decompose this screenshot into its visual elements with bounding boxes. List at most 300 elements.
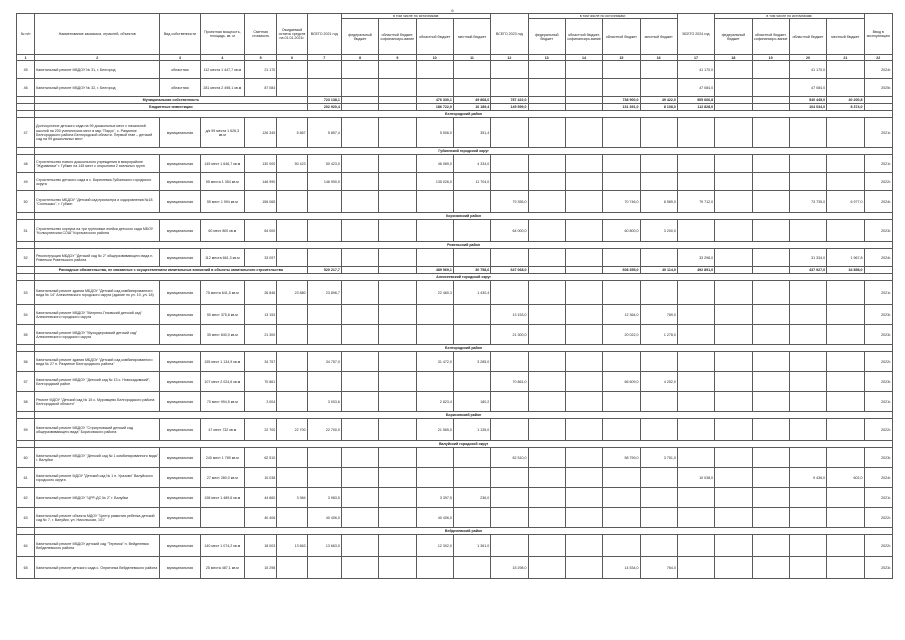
value-c15: 14 534,0 [603, 557, 640, 579]
header-fed: федеральный бюджет [715, 19, 752, 55]
value-c20 [789, 372, 826, 392]
value-c20 [789, 352, 826, 372]
summary-title: Муниципальная собственность [35, 97, 307, 104]
value-c7 [307, 448, 341, 468]
value-c12: 70 861,0 [491, 372, 528, 392]
row-number: 61 [17, 468, 35, 488]
value-c20 [789, 448, 826, 468]
capacity: 55 мест 1 994 кв.м [200, 191, 244, 213]
value-c10 [416, 468, 453, 488]
section-row [17, 242, 893, 249]
value-c12 [491, 352, 528, 372]
value-c16: 764,0 [640, 557, 677, 579]
capacity: 281 места 2 498,1 кв.м [200, 79, 244, 97]
section-title: Корочанский район [35, 213, 893, 220]
summary-title: Расходные обязательства, не связанные с осуществлением капитальных вложений в объекты капитального строительства [35, 267, 307, 274]
value-c18 [715, 488, 752, 508]
value-c19 [752, 325, 789, 345]
value-c21 [827, 448, 864, 468]
table-row [17, 508, 893, 528]
summary-value-c21: 8 374,0 [827, 104, 864, 111]
value-c21 [827, 155, 864, 173]
header-capacity: Проектная мощность, площадь, кв. м [200, 14, 244, 55]
object-name: Капитальный ремонт МБДОУ "Детский сад № 13 с. Новосадовский", Белгородский район [35, 372, 160, 392]
value-c16 [640, 118, 677, 148]
summary-num-cell [17, 267, 35, 274]
summary-value-c7: 520 217,7 [307, 267, 341, 274]
value-c13 [528, 488, 565, 508]
value-cost: 13 153 [245, 305, 277, 325]
value-c9 [379, 325, 416, 345]
value-cost: 21 170 [245, 61, 277, 79]
header-obl: областной бюджет [603, 19, 640, 55]
value-c21 [827, 535, 864, 557]
row-number: 64 [17, 535, 35, 557]
summary-value-c13 [528, 97, 565, 104]
header-sources-2024: в том числе по источникам: [715, 14, 864, 19]
value-c9 [379, 488, 416, 508]
value-bal [277, 220, 307, 242]
value-cost: 62 510 [245, 448, 277, 468]
value-c17: 41 170,0 [677, 61, 714, 79]
table-row [17, 557, 893, 579]
row-number: 46 [17, 79, 35, 97]
commissioning-year: 2025г. [864, 79, 892, 97]
value-c17 [677, 305, 714, 325]
ownership-type: муниципальная [160, 191, 200, 213]
value-c18 [715, 325, 752, 345]
value-c15: 60 800,0 [603, 220, 640, 242]
value-c10: 21 565,0 [416, 419, 453, 441]
value-bal [277, 305, 307, 325]
value-c17 [677, 372, 714, 392]
object-name: Долгосрочное детского сада на 99 дошкольных мест с начальной школой на 200 ученических мест в мкр."Парус", с. Разумное Белгородского района Белгородской области. Первый этап – детский сад на 99 дошкольных мест [35, 118, 160, 148]
section-num-cell [17, 345, 35, 352]
value-cost: 10 038 [245, 468, 277, 488]
column-index-cell: 13 [528, 55, 565, 61]
value-c13 [528, 448, 565, 468]
value-c10 [416, 79, 453, 97]
value-c11: 180,2 [453, 392, 490, 412]
value-c8 [341, 305, 378, 325]
value-c14 [565, 305, 602, 325]
value-c7: 3 983,5 [307, 488, 341, 508]
value-c7 [307, 220, 341, 242]
object-name: Строительство корпуса на три групповые ячейки детского сада МБОУ "Кольчугинская СОШ" Корочанского района [35, 220, 160, 242]
header-name: Наименование заказчика, отраслей, объектов [35, 14, 160, 55]
value-c11: 1 430,4 [453, 281, 490, 305]
value-bal: 22 700 [277, 419, 307, 441]
summary-value-c20: 540 445,0 [789, 97, 826, 104]
value-c21 [827, 61, 864, 79]
value-c12 [491, 488, 528, 508]
column-index-cell: 21 [827, 55, 864, 61]
value-c10: 22 460,3 [416, 281, 453, 305]
column-index-cell: 9 [379, 55, 416, 61]
commissioning-year: 2023г. [864, 448, 892, 468]
summary-value-c7: 723 138,1 [307, 97, 341, 104]
section-num-cell [17, 111, 35, 118]
value-c15: 20 022,0 [603, 325, 640, 345]
summary-value-c12: 787 422,0 [491, 97, 528, 104]
section-title: Губкинский городской округ [35, 148, 893, 155]
value-bal [277, 352, 307, 372]
value-c8 [341, 173, 378, 191]
summary-value-c13 [528, 267, 565, 274]
value-c19 [752, 419, 789, 441]
value-c10 [416, 220, 453, 242]
value-c13 [528, 305, 565, 325]
ownership-type: муниципальная [160, 220, 200, 242]
commissioning-year: 2023г. [864, 325, 892, 345]
value-c14 [565, 61, 602, 79]
value-c10 [416, 61, 453, 79]
value-c14 [565, 118, 602, 148]
section-title: Валуйский городской округ [35, 441, 893, 448]
summary-value-c10: 489 569,1 [416, 267, 453, 274]
object-name: Капитальный ремонт МБДОУ № 31, г. Белгород [35, 61, 160, 79]
value-c13 [528, 392, 565, 412]
value-c15 [603, 249, 640, 267]
value-c10: 40 406,0 [416, 508, 453, 528]
value-c8 [341, 372, 378, 392]
section-num-cell [17, 528, 35, 535]
column-index-cell: 14 [565, 55, 602, 61]
value-c15 [603, 392, 640, 412]
value-c12: 13 153,0 [491, 305, 528, 325]
header-sources-2021: в том числе по источникам: [341, 14, 490, 19]
header-obl: областной бюджет [789, 19, 826, 55]
value-c11: 1 361,0 [453, 535, 490, 557]
column-index-cell: 1 [17, 55, 35, 61]
value-c9 [379, 419, 416, 441]
value-c13 [528, 79, 565, 97]
value-c18 [715, 155, 752, 173]
value-c18 [715, 220, 752, 242]
value-c21 [827, 557, 864, 579]
table-row [17, 372, 893, 392]
value-c17 [677, 281, 714, 305]
header-total-2023: ВСЕГО 2023 год [491, 14, 528, 55]
value-c16 [640, 249, 677, 267]
summary-value-c20: 104 034,0 [789, 104, 826, 111]
header-obl-cofin: областной бюджет, софинансиро-вание [379, 19, 416, 55]
value-c20 [789, 281, 826, 305]
value-c19 [752, 468, 789, 488]
budget-table [16, 13, 893, 579]
value-c19 [752, 173, 789, 191]
row-number: 53 [17, 281, 35, 305]
commissioning-year: 2021г. [864, 392, 892, 412]
summary-value-c16: 8 108,0 [640, 104, 677, 111]
value-c12 [491, 249, 528, 267]
value-c10: 3 397,5 [416, 488, 453, 508]
capacity: 198 мест 1 489,6 кв.м [200, 488, 244, 508]
summary-value-c19 [752, 97, 789, 104]
capacity: 140 мест 1 074,2 кв.м [200, 535, 244, 557]
row-number: 51 [17, 220, 35, 242]
value-c10: 135 026,0 [416, 173, 453, 191]
header-total-2021: ВСЕГО 2021 год [307, 14, 341, 55]
value-cost: 87 084 [245, 79, 277, 97]
value-bal [277, 392, 307, 412]
commissioning-year: 2022г. [864, 352, 892, 372]
value-cost: 126 349 [245, 118, 277, 148]
table-row [17, 79, 893, 97]
table-row [17, 191, 893, 213]
value-c18 [715, 118, 752, 148]
value-c7: 40 406,0 [307, 508, 341, 528]
header-fed: федеральный бюджет [528, 19, 565, 55]
value-c14 [565, 448, 602, 468]
value-c21 [827, 372, 864, 392]
section-row [17, 111, 893, 118]
capacity: 155 мест 1 134,9 кв.м [200, 352, 244, 372]
table-row [17, 61, 893, 79]
row-number: 58 [17, 392, 35, 412]
value-c9 [379, 352, 416, 372]
value-c20 [789, 305, 826, 325]
value-cost: 146 990 [245, 173, 277, 191]
commissioning-year: 2023г. [864, 557, 892, 579]
column-index-cell: 22 [864, 55, 892, 61]
summary-year-cell [864, 267, 892, 274]
value-c20: 41 170,0 [789, 61, 826, 79]
value-c17: 10 038,0 [677, 468, 714, 488]
value-c15: 58 759,0 [603, 448, 640, 468]
header-balance: Ожидаемый остаток средств на 01.01.2021г. [277, 14, 307, 55]
value-c16 [640, 155, 677, 173]
value-c13 [528, 419, 565, 441]
value-cost: 22 700 [245, 419, 277, 441]
column-index-cell: 20 [789, 55, 826, 61]
commissioning-year: 2021г. [864, 155, 892, 173]
value-c10 [416, 325, 453, 345]
object-name: Строительство МБДОУ "Детский сад присмотра и оздоровления №18 "Солнышко", г. Губкин [35, 191, 160, 213]
ownership-type: муниципальная [160, 372, 200, 392]
column-index-cell: 16 [640, 55, 677, 61]
row-number: 63 [17, 508, 35, 528]
value-c9 [379, 173, 416, 191]
value-c12 [491, 392, 528, 412]
value-c7 [307, 468, 341, 488]
value-c19 [752, 155, 789, 173]
value-c15 [603, 118, 640, 148]
value-c14 [565, 79, 602, 97]
commissioning-year: 2022г. [864, 535, 892, 557]
value-c14 [565, 281, 602, 305]
value-c13 [528, 220, 565, 242]
value-c20 [789, 535, 826, 557]
section-num-cell [17, 274, 35, 281]
commissioning-year: 2024г. [864, 249, 892, 267]
value-c10 [416, 191, 453, 213]
value-c12 [491, 118, 528, 148]
commissioning-year: 2024г. [864, 191, 892, 213]
value-cost: 33 097 [245, 249, 277, 267]
value-c11 [453, 61, 490, 79]
value-c14 [565, 419, 602, 441]
value-cost: 70 861 [245, 372, 277, 392]
ownership-type: муниципальная [160, 468, 200, 488]
value-c20: 73 735,0 [789, 191, 826, 213]
row-number: 60 [17, 448, 35, 468]
capacity: 35 мест 640,0 кв.м [200, 325, 244, 345]
row-number: 50 [17, 191, 35, 213]
ownership-type: муниципальная [160, 419, 200, 441]
value-c14 [565, 557, 602, 579]
value-c21 [827, 392, 864, 412]
value-c11 [453, 305, 490, 325]
commissioning-year: 2021г. [864, 488, 892, 508]
value-c12: 21 300,0 [491, 325, 528, 345]
column-index-cell: 4 [200, 55, 244, 61]
value-c16: 3 751,0 [640, 448, 677, 468]
ownership-type: муниципальная [160, 488, 200, 508]
column-index-cell: 3 [160, 55, 200, 61]
summary-value-c10: 186 722,0 [416, 104, 453, 111]
column-index-cell: 18 [715, 55, 752, 61]
summary-value-c8 [341, 104, 378, 111]
value-c14 [565, 325, 602, 345]
summary-title: Бюджетные инвестиции [35, 104, 307, 111]
value-c18 [715, 352, 752, 372]
value-c18 [715, 535, 752, 557]
value-c13 [528, 535, 565, 557]
summary-value-c15: 131 391,0 [603, 104, 640, 111]
value-c8 [341, 118, 378, 148]
value-c19 [752, 392, 789, 412]
value-c20 [789, 155, 826, 173]
summary-value-c9 [379, 97, 416, 104]
value-c14 [565, 535, 602, 557]
value-c16 [640, 468, 677, 488]
ownership-type: муниципальная [160, 155, 200, 173]
value-c19 [752, 118, 789, 148]
value-c7 [307, 249, 341, 267]
summary-value-c11: 49 868,0 [453, 97, 490, 104]
section-num-cell [17, 242, 35, 249]
value-c21 [827, 281, 864, 305]
object-name: Капитальный ремонт детского сада с. Опрятинка Вейделевского района [35, 557, 160, 579]
value-c9 [379, 118, 416, 148]
header-local: местный бюджет [827, 19, 864, 55]
value-c9 [379, 249, 416, 267]
column-index-cell: 5 [245, 55, 277, 61]
value-c15 [603, 488, 640, 508]
summary-row [17, 97, 893, 104]
value-c17: 47 084,0 [677, 79, 714, 97]
value-cost: 130 000 [245, 155, 277, 173]
header-total-2024: ВСЕГО 2024 год [677, 14, 714, 55]
value-cost: 40 406 [245, 508, 277, 528]
ownership-type: муниципальная [160, 352, 200, 372]
table-row [17, 419, 893, 441]
value-c8 [341, 508, 378, 528]
value-c12 [491, 508, 528, 528]
summary-value-c10: 476 330,1 [416, 97, 453, 104]
summary-year-cell [864, 97, 892, 104]
value-c19 [752, 220, 789, 242]
value-bal [277, 79, 307, 97]
value-c17 [677, 392, 714, 412]
value-bal [277, 191, 307, 213]
object-name: Капитальный ремонт здания МБДОУ "Детский сад комбинированного вида № 14" Алексеевского городского округа (здание по ул. 10, ул. 18) [35, 281, 160, 305]
value-c9 [379, 448, 416, 468]
header-obl-cofin: областной бюджет, софинансиро-вание [565, 19, 602, 55]
table-row [17, 488, 893, 508]
header-num: № п/п [17, 14, 35, 55]
value-c9 [379, 392, 416, 412]
table-row [17, 118, 893, 148]
value-c21 [827, 79, 864, 97]
summary-value-c12: 149 599,0 [491, 104, 528, 111]
section-num-cell [17, 148, 35, 155]
value-c21: 6 977,0 [827, 191, 864, 213]
row-number: 55 [17, 325, 35, 345]
value-c13 [528, 468, 565, 488]
object-name: Капитальный ремонт МБДОУ "Стригуновский детский сад общеразвивающего вида" Борисовского района [35, 419, 160, 441]
value-c16 [640, 61, 677, 79]
capacity [200, 508, 244, 528]
ownership-type: муниципальная [160, 249, 200, 267]
value-c8 [341, 535, 378, 557]
value-cost: 156 065 [245, 191, 277, 213]
value-c7: 50 423,0 [307, 155, 341, 173]
table-row [17, 220, 893, 242]
value-cost: 21 300 [245, 325, 277, 345]
value-bal [277, 325, 307, 345]
value-c14 [565, 352, 602, 372]
value-c11: 4 334,0 [453, 155, 490, 173]
value-c13 [528, 155, 565, 173]
summary-value-c9 [379, 104, 416, 111]
header-local: местный бюджет [453, 19, 490, 55]
value-cost: 18 003 [245, 535, 277, 557]
value-c20: 31 334,0 [789, 249, 826, 267]
value-c14 [565, 392, 602, 412]
object-name: Капитальный ремонт МБДОУ "Детский сад № 1 комбинированного вида" г. Валуйки [35, 448, 160, 468]
value-c9 [379, 220, 416, 242]
summary-value-c15: 738 900,0 [603, 97, 640, 104]
value-c19 [752, 557, 789, 579]
capacity: 75 места 641,5 кв.м [200, 281, 244, 305]
section-row [17, 412, 893, 419]
capacity: 112 места 661,3 кв.м [200, 249, 244, 267]
value-c7 [307, 372, 341, 392]
value-bal [277, 448, 307, 468]
value-c16: 8 589,0 [640, 191, 677, 213]
value-c13 [528, 61, 565, 79]
ownership-type: областная [160, 79, 200, 97]
value-c19 [752, 372, 789, 392]
value-c17 [677, 535, 714, 557]
value-c9 [379, 155, 416, 173]
value-c9 [379, 61, 416, 79]
ownership-type: муниципальная [160, 118, 200, 148]
summary-value-c17: 905 666,8 [677, 97, 714, 104]
commissioning-year: 2023г. [864, 220, 892, 242]
column-index-cell: 8 [341, 55, 378, 61]
column-index-cell: 6 [277, 55, 307, 61]
value-c17 [677, 508, 714, 528]
value-c21 [827, 220, 864, 242]
ownership-type: областная [160, 61, 200, 79]
column-index-cell: 11 [453, 55, 490, 61]
value-c12 [491, 155, 528, 173]
value-c15 [603, 281, 640, 305]
value-c11 [453, 191, 490, 213]
